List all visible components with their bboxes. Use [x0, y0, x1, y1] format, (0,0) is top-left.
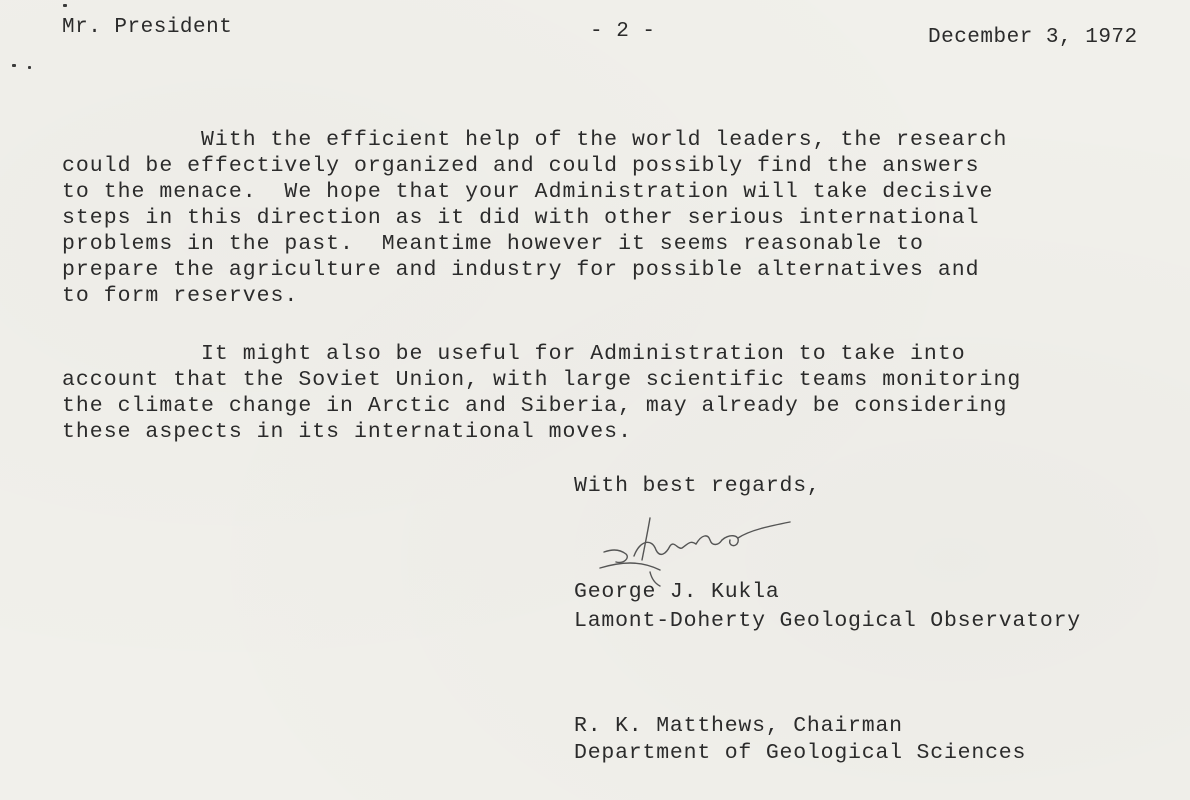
- paragraph-line: prepare the agriculture and industry for possible alternatives and: [62, 258, 980, 282]
- handwritten-signature-icon: [590, 510, 810, 590]
- body-paragraph-2: [62, 341, 1172, 445]
- paragraph-line: could be effectively organized and could possibly find the answers: [62, 154, 980, 178]
- letter-date: December 3, 1972: [928, 26, 1138, 49]
- signatory-2-name: R. K. Matthews, Chairman: [574, 714, 903, 738]
- paragraph-line: problems in the past. Meantime however it seems reasonable to: [62, 232, 924, 256]
- stray-mark-icon: [63, 4, 67, 7]
- signatory-1-name: George J. Kukla: [574, 580, 780, 604]
- page-number: - 2 -: [590, 20, 656, 43]
- closing-regards: With best regards,: [574, 474, 821, 498]
- stray-mark-icon: [28, 66, 31, 69]
- salutation: Mr. President: [62, 16, 233, 39]
- paragraph-line: these aspects in its international moves.: [62, 420, 632, 444]
- paragraph-line: steps in this direction as it did with other serious international: [62, 206, 980, 230]
- signatory-2-organization: Department of Geological Sciences: [574, 741, 1027, 765]
- paragraph-line: the climate change in Arctic and Siberia, may already be considering: [62, 394, 1008, 418]
- paragraph-line: account that the Soviet Union, with large scientific teams monitoring: [62, 368, 1022, 392]
- paragraph-line: to form reserves.: [62, 284, 299, 308]
- paragraph-line: It might also be useful for Administration to take into: [62, 342, 966, 366]
- body-paragraph-1: [62, 127, 1172, 309]
- paragraph-line: With the efficient help of the world leaders, the research: [62, 128, 1008, 152]
- stray-mark-icon: [12, 64, 16, 67]
- paragraph-line: to the menace. We hope that your Administration will take decisive: [62, 180, 994, 204]
- signatory-1-organization: Lamont-Doherty Geological Observatory: [574, 609, 1081, 633]
